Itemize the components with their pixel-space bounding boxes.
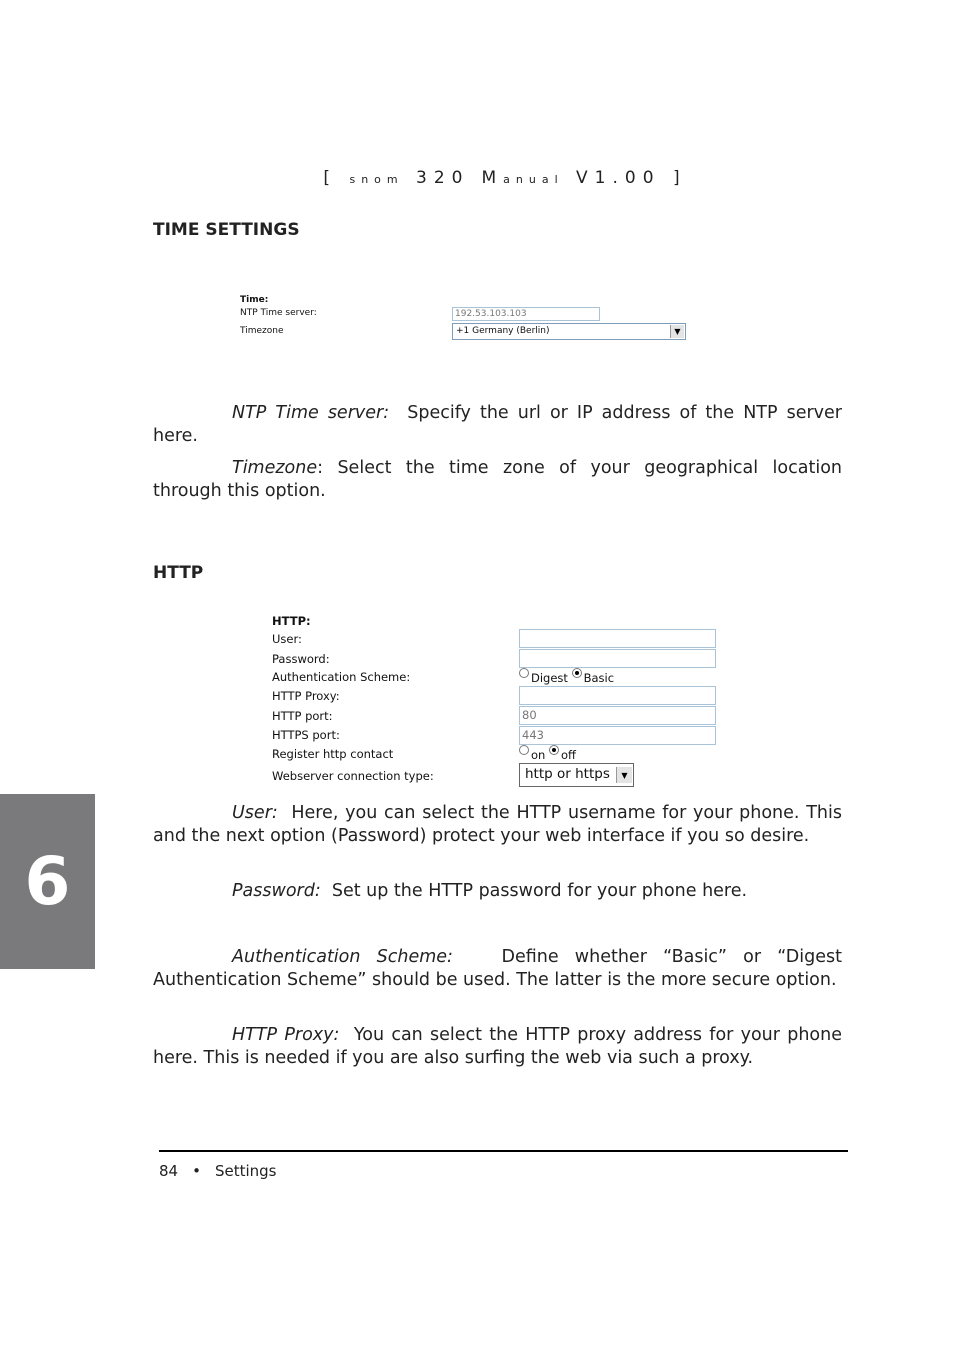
user-label: User:: [272, 632, 302, 646]
time-form-heading: Time:: [240, 295, 269, 305]
term-http-proxy: HTTP Proxy:: [232, 1025, 340, 1045]
auth-scheme-radio-group: [519, 671, 614, 685]
chapter-tab: 6: [0, 794, 95, 969]
header-version: V1.00: [576, 168, 661, 188]
http-port-input[interactable]: 80: [519, 706, 716, 725]
footer-section-name: Settings: [214, 1162, 277, 1180]
paragraph-ntp-text: Specify the url or IP address of the NTP server here.: [153, 403, 842, 446]
term-user: User:: [232, 803, 278, 823]
http-proxy-label: HTTP Proxy:: [272, 689, 340, 703]
register-http-contact-label: Register http contact: [272, 747, 394, 761]
header-close-bracket: ]: [672, 168, 687, 188]
webserver-connection-type-label: Webserver connection type:: [272, 769, 434, 783]
term-ntp-time-server: NTP Time server:: [232, 403, 390, 423]
header-manual-initial: M: [481, 168, 504, 188]
running-header: [0, 168, 954, 188]
header-model: 320: [416, 168, 470, 188]
password-label: Password:: [272, 652, 330, 666]
term-password: Password:: [232, 881, 321, 901]
http-proxy-input[interactable]: [519, 686, 716, 705]
auth-digest-radio[interactable]: [519, 668, 529, 678]
paragraph-ntp: [153, 402, 842, 447]
auth-basic-radio[interactable]: [572, 668, 582, 678]
header-manual-rest: anual: [503, 173, 564, 186]
http-settings-form: [272, 612, 732, 790]
paragraph-http-proxy-text: You can select the HTTP proxy address for your phone here. This is needed if you are also surfing the web via such a proxy.: [153, 1025, 842, 1068]
footer-rule: [159, 1150, 848, 1152]
paragraph-user: [153, 802, 842, 847]
https-port-label: HTTPS port:: [272, 728, 340, 742]
password-input[interactable]: [519, 649, 716, 668]
http-form-heading: HTTP:: [272, 614, 311, 628]
timezone-label: Timezone: [240, 326, 284, 336]
register-off-radio[interactable]: [549, 745, 559, 755]
register-http-contact-radio-group: [519, 748, 576, 762]
ntp-time-server-input[interactable]: 192.53.103.103: [452, 307, 600, 321]
header-brand: snom: [349, 173, 404, 186]
time-settings-form: [239, 292, 689, 344]
auth-scheme-label: Authentication Scheme:: [272, 670, 411, 684]
paragraph-user-text: Here, you can select the HTTP username for your phone. This and the next option (Password) protect your web interface if you so desire.: [153, 803, 842, 846]
paragraph-auth-scheme-text: Define whether “Basic” or “Digest Authentication Scheme” should be used. The latter is the more secure option.: [153, 947, 842, 990]
term-timezone: Timezone: [232, 458, 318, 478]
https-port-input[interactable]: 443: [519, 726, 716, 745]
paragraph-http-proxy: [153, 1024, 842, 1069]
timezone-selected-value: +1 Germany (Berlin): [456, 326, 550, 336]
chevron-down-icon: ▼: [670, 325, 684, 338]
paragraph-timezone-text: : Select the time zone of your geographical location through this option.: [153, 458, 842, 501]
page-number: 84: [159, 1162, 179, 1180]
footer-bullet: •: [192, 1162, 201, 1180]
http-port-label: HTTP port:: [272, 709, 333, 723]
auth-digest-label: Digest: [531, 671, 568, 685]
paragraph-password-text: Set up the HTTP password for your phone here.: [331, 881, 748, 901]
register-off-label: off: [560, 748, 576, 762]
timezone-select[interactable]: [452, 323, 686, 340]
header-open-bracket: [: [323, 168, 338, 188]
ntp-time-server-label: NTP Time server:: [240, 308, 317, 318]
section-title-http: HTTP: [153, 563, 204, 583]
paragraph-password: [153, 880, 842, 903]
chevron-down-icon: ▼: [616, 767, 632, 783]
webserver-connection-type-select[interactable]: [519, 763, 634, 787]
paragraph-auth-scheme: [153, 946, 842, 991]
register-on-label: on: [531, 748, 546, 762]
section-title-time: TIME SETTINGS: [153, 220, 300, 240]
webserver-connection-type-value: http or https: [525, 766, 610, 782]
page-footer: [159, 1162, 276, 1180]
paragraph-timezone: [153, 457, 842, 502]
term-auth-scheme: Authentication Scheme:: [232, 947, 453, 967]
user-input[interactable]: [519, 629, 716, 648]
auth-basic-label: Basic: [583, 671, 615, 685]
register-on-radio[interactable]: [519, 745, 529, 755]
